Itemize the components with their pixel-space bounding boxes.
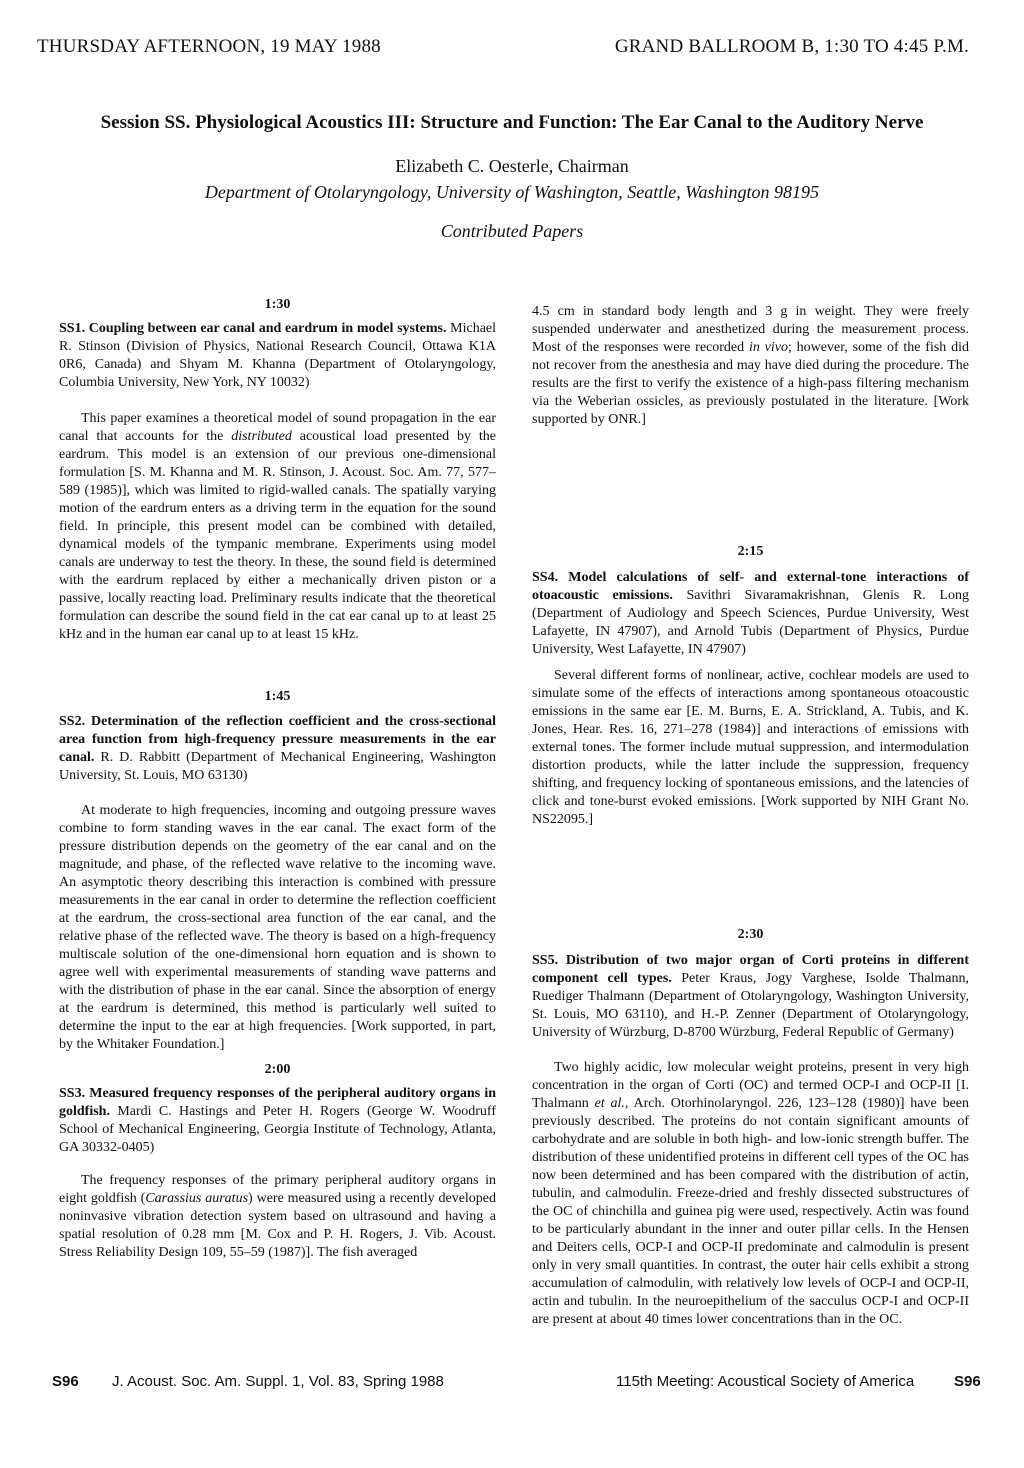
paper-abstract-ss5: Two highly acidic, low molecular weight proteins, present in very high concentration in the organ of Corti (OC) and termed OCP-I and OCP-II [I. Thalmann et al., Arch. Otorhinolaryngol. 226, 123–128 (1980)] have been previously described. The proteins do not contain significant amounts of carbohydrate and are soluble in both high- and low-ionic strength buffer. The distribution of these unidentified proteins in different cell types of the OC has now been determined and has been compared with the distribution of actin, tubulin, and calmodulin. Freeze-dried and freshly dissected substructures of the OC of chinchilla and guinea pig were used, respectively. Actin was found to be particularly abundant in the inner and outer pillar cells. In the Hensen and Deiters cells, OCP-I and OCP-II predominate and calmodulin is present only in very small quantities. In contrast, the outer hair cells exhibit a strong accumulation of calmodulin, with relatively low levels of OCP-I and OCP-II, actin and tubulin. In the neuroepithelium of the sacculus OCP-I and OCP-II are present at about 40 times lower concentrations than in the OC. (532, 1060, 969, 1327)
paper-authors: Michael R. Stinson (Division of Physics, National Research Council, Ottawa K1A 0R6, Canada) and Shyam M. Khanna (Department of Otolaryngology, Columbia University, New York, NY 10032) (59, 321, 497, 390)
paper-authors: R. D. Rabbitt (Department of Mechanical Engineering, Washington University, St. Louis, MO 63130) (59, 750, 497, 783)
paper-abstract-ss3: The frequency responses of the primary peripheral auditory organs in eight goldfish (Carassius auratus) were measured using a recently developed noninvasive vibration detection system based on ultrasound and having a spatial resolution of 0.28 mm [M. Cox and P. H. Rogers, J. Vib. Acoust. Stress Reliability Design 109, 55–59 (1987)]. The fish averaged (59, 1173, 497, 1260)
paper-abstract-ss4: Several different forms of nonlinear, active, cochlear models are used to simulate some of the effects of interactions among spontaneous otoacoustic emissions in the same ear [E. M. Burns, E. A. Strickland, A. Tubis, and K. Jones, Hear. Res. 16, 271–278 (1984)] and interactions of emissions with external tones. The former include mutual suppression, and intermodulation distortion products, while the latter include the suppression, frequency shifting, and frequency locking of spontaneous emissions, and the latencies of click and tone-burst evoked emissions. [Work supported by NIH Grant No. NS22095.] (532, 668, 970, 827)
paper-id: SS5. (532, 953, 559, 968)
paper-title: Determination of the reflection coefficient and the cross-sectional area function from high-frequency pressure measurements in the ear canal. (59, 714, 497, 765)
paper-heading-ss5 (532, 952, 969, 1042)
paper-title: Model calculations of self- and external-tone interactions of otoacoustic emissions. (532, 570, 969, 603)
paper-title: Coupling between ear canal and eardrum in model systems. (88, 321, 447, 336)
running-header-left: THURSDAY AFTERNOON, 19 MAY 1988 (37, 36, 381, 57)
paper-heading-ss2 (59, 713, 496, 785)
paper-time-ss3: 2:00 (264, 1062, 291, 1077)
paper-heading-ss4 (532, 569, 969, 659)
paper-id: SS4. (532, 570, 559, 585)
paper-id: SS2. (59, 714, 86, 729)
paper-time-ss5: 2:30 (737, 927, 764, 942)
paper-abstract-ss1: This paper examines a theoretical model of sound propagation in the ear canal that accounts for the distributed acoustical load presented by the eardrum. This model is an extension of our previous one-dimensional formulation [S. M. Khanna and M. R. Stinson, J. Acoust. Soc. Am. 77, 577–589 (1985)], which was limited to rigid-walled canals. The spatially varying motion of the eardrum enters as a driving term in the equation for the sound field. In principle, this present model can be combined with detailed, dynamical models of the tympanic membrane. Experiments using model canals are underway to test the theory. In these, the sound field is determined with the eardrum replaced by either a mechanically driven piston or a passive, locally reacting load. Preliminary results indicate that the theoretical formulation can describe the sound field in the cat ear canal up to at least 25 kHz and in the human ear canal up to at least 15 kHz. (59, 411, 496, 642)
journal-citation: J. Acoust. Soc. Am. Suppl. 1, Vol. 83, Spring 1988 (112, 1373, 444, 1390)
paper-authors: Savithri Sivaramakrishnan, Glenis R. Long (Department of Audiology and Speech Sciences, Purdue University, West Lafayette, IN 47907), and Arnold Tubis (Department of Physics, Purdue University, West Lafayette, IN 47907) (532, 588, 970, 657)
paper-abstract-ss2: At moderate to high frequencies, incoming and outgoing pressure waves combine to form standing waves in the ear canal. The exact form of the pressure distribution depends on the geometry of the ear canal and on the magnitude, and phase, of the reflected wave relative to the incoming wave. An asymptotic theory describing this interaction is combined with pressure measurements in the ear canal in order to determine the reflection coefficient at the eardrum, the cross-sectional area function of the ear canal, and the relative phase of the reflected wave. The theory is based on a high-frequency multiscale solution of the one-dimensional horn equation and is shown to agree well with experimental measurements of standing wave patterns and with the distribution of phase in the ear canal. Since the absorption of energy at the eardrum is determined, this method is particularly well suited to determine the input to the ear at high frequencies. [Work supported, in part, by the Whitaker Foundation.] (59, 803, 496, 1052)
paper-time-ss1: 1:30 (264, 297, 291, 312)
meeting-name: 115th Meeting: Acoustical Society of America (616, 1373, 915, 1390)
chairman-department: Department of Otolaryngology, University of Washington, Seattle, Washington 98195 (204, 182, 820, 202)
paper-heading-ss3 (59, 1085, 496, 1157)
paper-time-ss2: 1:45 (264, 689, 291, 704)
running-header-right: GRAND BALLROOM B, 1:30 TO 4:45 P.M. (614, 36, 969, 57)
paper-time-ss4: 2:15 (737, 544, 764, 559)
paper-authors: Mardi C. Hastings and Peter H. Rogers (George W. Woodruff School of Mechanical Engineering, Georgia Institute of Technology, Atlanta, GA 30332-0405) (59, 1104, 496, 1155)
page-number-left: S96 (52, 1373, 79, 1390)
page-number-right: S96 (954, 1373, 981, 1390)
paper-abstract-ss3-continued: 4.5 cm in standard body length and 3 g in weight. They were freely suspended underwater and anesthetized during the measurement process. Most of the responses were recorded in vivo; however, some of the fish did not recover from the anesthesia and may have died during the procedure. The results are the first to verify the existence of a high-pass filtering mechanism via the Weberian ossicles, as previously postulated in the literature. [Work supported by ONR.] (532, 304, 969, 427)
paper-title: Distribution of two major organ of Corti proteins in different component cell types. (532, 953, 969, 986)
session-chairman: Elizabeth C. Oesterle, Chairman (395, 156, 629, 176)
paper-title: Measured frequency responses of the peripheral auditory organs in goldfish. (59, 1086, 496, 1119)
paper-id: SS1. (59, 321, 86, 336)
paper-id: SS3. (59, 1086, 86, 1101)
paper-heading-ss1 (59, 320, 496, 392)
paper-authors: Peter Kraus, Jogy Varghese, Isolde Thalmann, Ruediger Thalmann (Department of Otolaryngology, Washington University, St. Louis, MO 63110), and H.-P. Zenner (Department of Otolaryngology, University of Würzburg, D-8700 Würzburg, Federal Republic of Germany) (532, 971, 969, 1040)
contributed-papers-label: Contributed Papers (440, 221, 584, 241)
session-title: Session SS. Physiological Acoustics III: Structure and Function: The Ear Canal to the Auditory Nerve (100, 112, 924, 133)
